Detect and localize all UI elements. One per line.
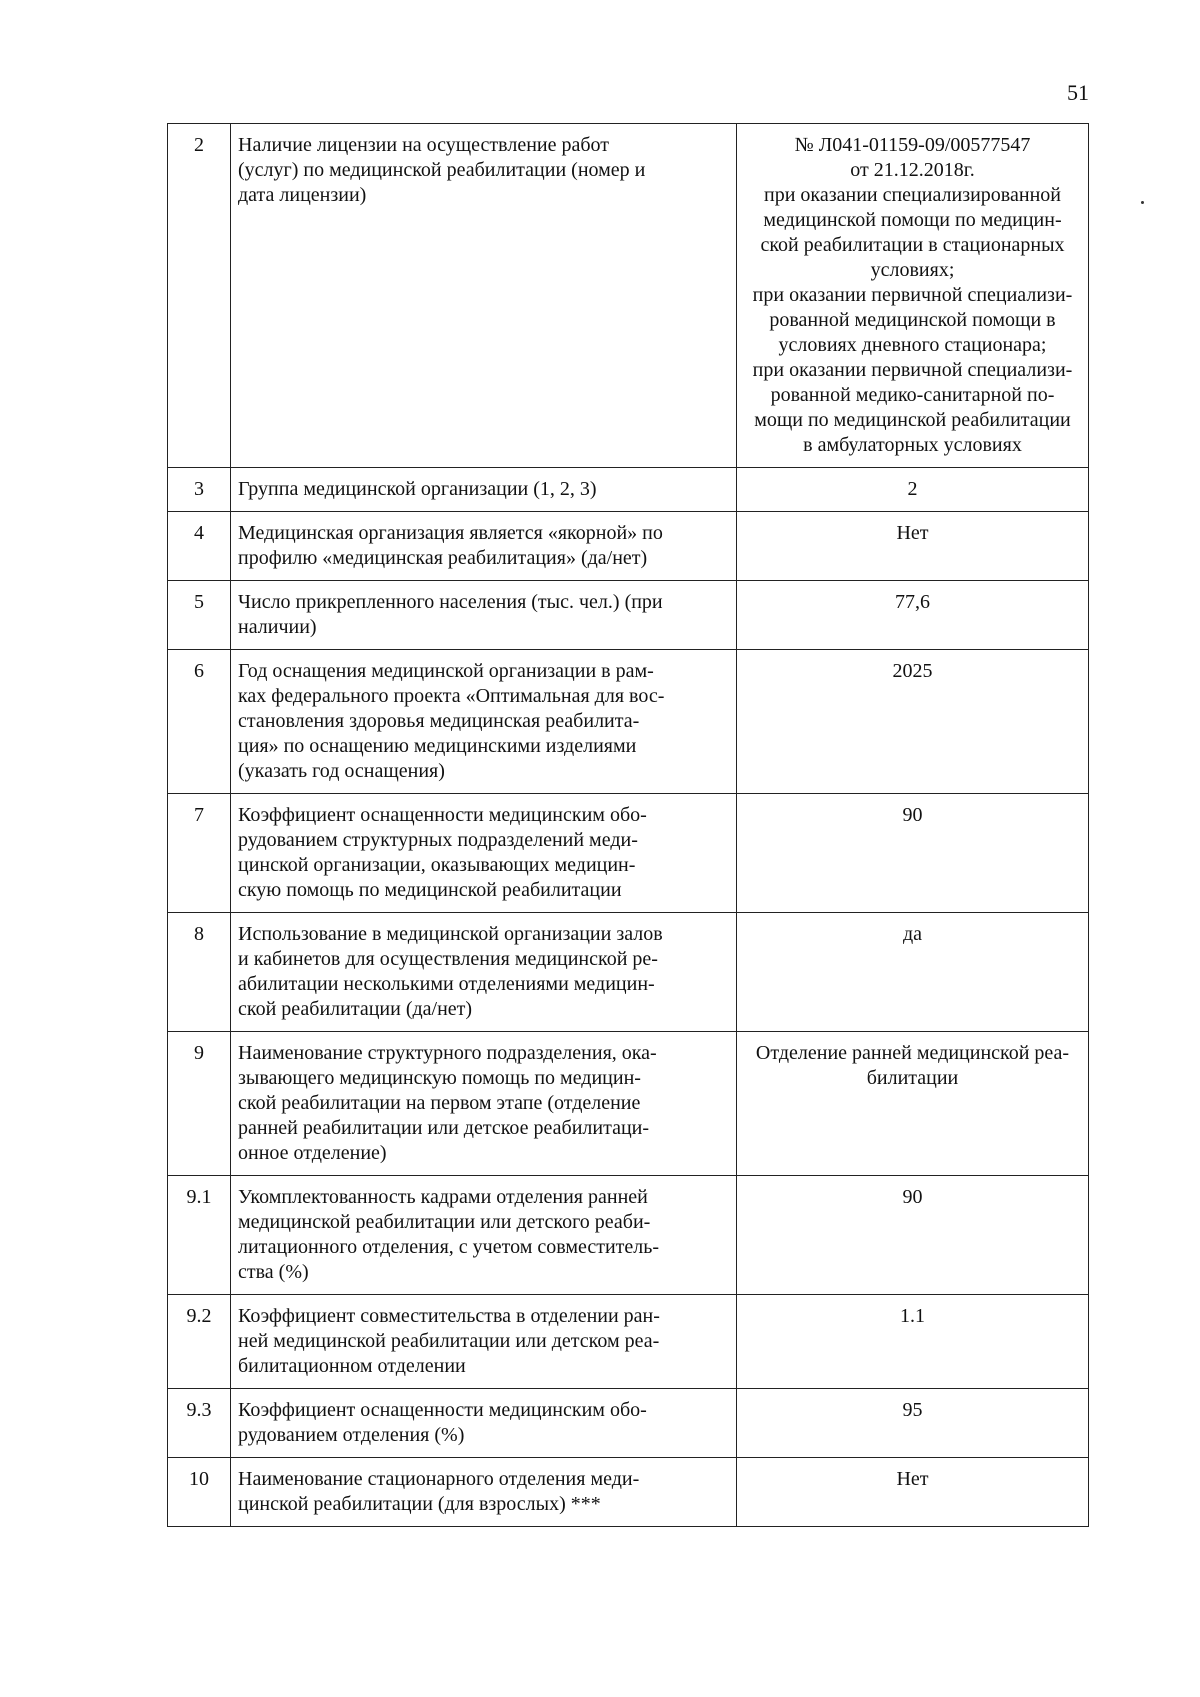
parameter-text-line: Год оснащения медицинской организации в рам- — [238, 660, 654, 682]
value-text-line: медицинской помощи по медицин- — [763, 209, 1062, 231]
value-text-line: при оказании первичной специализи- — [752, 284, 1073, 306]
row-number: 8 — [168, 913, 231, 1032]
parameter-text-line: Коэффициент совместительства в отделении ран- — [238, 1305, 660, 1327]
parameter-text-line: рудованием структурных подразделений меди- — [238, 829, 638, 851]
parameter-cell — [231, 581, 737, 650]
table-row — [168, 468, 1089, 512]
parameter-text-line: Использование в медицинской организации залов — [238, 923, 663, 945]
value-text-line: рованной медицинской помощи в — [769, 309, 1056, 331]
parameter-text-line: дата лицензии) — [238, 184, 367, 206]
parameter-text-line: Наименование структурного подразделения, ока- — [238, 1042, 657, 1064]
parameter-text-line: цинской организации, оказывающих медицин- — [238, 854, 636, 876]
row-number: 6 — [168, 650, 231, 794]
value-text-line: 1.1 — [900, 1305, 925, 1327]
value-text-line: 2 — [907, 478, 918, 500]
value-text-line: 90 — [902, 804, 923, 826]
parameter-cell — [231, 1389, 737, 1458]
row-number: 9.3 — [168, 1389, 231, 1458]
value-cell — [737, 124, 1089, 468]
value-cell — [737, 1176, 1089, 1295]
table-row — [168, 1295, 1089, 1389]
value-cell — [737, 1032, 1089, 1176]
parameter-cell — [231, 1032, 737, 1176]
row-number: 3 — [168, 468, 231, 512]
parameter-text-line: зывающего медицинскую помощь по медицин- — [238, 1067, 641, 1089]
parameter-text-line: ках федерального проекта «Оптимальная для вос- — [238, 685, 665, 707]
table-row — [168, 581, 1089, 650]
parameter-text-line: медицинской реабилитации или детского реаби- — [238, 1211, 651, 1233]
parameter-text-line: ской реабилитации (да/нет) — [238, 998, 473, 1020]
value-cell — [737, 1458, 1089, 1527]
value-cell — [737, 913, 1089, 1032]
table-row — [168, 913, 1089, 1032]
row-number: 7 — [168, 794, 231, 913]
table-row — [168, 1176, 1089, 1295]
indicators-table — [167, 123, 1089, 1527]
parameter-cell — [231, 124, 737, 468]
parameter-text-line: становления здоровья медицинская реабилита- — [238, 710, 640, 732]
row-number: 4 — [168, 512, 231, 581]
parameter-text-line: Группа медицинской организации (1, 2, 3) — [238, 478, 597, 500]
value-text-line: условиях дневного стационара; — [778, 334, 1047, 356]
parameter-text-line: наличии) — [238, 616, 317, 638]
value-text-line: 90 — [902, 1186, 923, 1208]
parameter-cell — [231, 650, 737, 794]
value-text-line: при оказании первичной специализи- — [752, 359, 1073, 381]
value-text-line: при оказании специализированной — [764, 184, 1061, 206]
parameter-cell — [231, 794, 737, 913]
value-text-line: Нет — [896, 1468, 929, 1490]
parameter-text-line: Укомплектованность кадрами отделения ранней — [238, 1186, 648, 1208]
parameter-text-line: ской реабилитации на первом этапе (отделение — [238, 1092, 641, 1114]
parameter-text-line: ства (%) — [238, 1261, 309, 1283]
value-text-line: от 21.12.2018г. — [850, 159, 975, 181]
parameter-cell — [231, 468, 737, 512]
parameter-text-line: и кабинетов для осуществления медицинской ре- — [238, 948, 658, 970]
table-row — [168, 1032, 1089, 1176]
parameter-text-line: билитационном отделении — [238, 1355, 466, 1377]
value-cell — [737, 512, 1089, 581]
parameter-text-line: (указать год оснащения) — [238, 760, 445, 782]
row-number: 10 — [168, 1458, 231, 1527]
row-number: 5 — [168, 581, 231, 650]
value-text-line: условиях; — [870, 259, 955, 281]
parameter-text-line: скую помощь по медицинской реабилитации — [238, 879, 622, 901]
value-text-line: № Л041-01159-09/00577547 — [794, 134, 1031, 156]
row-number: 9.2 — [168, 1295, 231, 1389]
page-number: 51 — [1067, 80, 1089, 105]
row-number: 9.1 — [168, 1176, 231, 1295]
parameter-text-line: Медицинская организация является «якорной» по — [238, 522, 663, 544]
table-body — [168, 124, 1089, 1527]
value-text-line: да — [902, 923, 923, 945]
parameter-text-line: ция» по оснащению медицинскими изделиями — [238, 735, 637, 757]
value-text-line: Отделение ранней медицинской реа- — [755, 1042, 1070, 1064]
parameter-text-line: профилю «медицинская реабилитация» (да/нет) — [238, 547, 648, 569]
parameter-text-line: Коэффициент оснащенности медицинским обо- — [238, 804, 647, 826]
parameter-text-line: Наличие лицензии на осуществление работ — [238, 134, 610, 156]
parameter-cell — [231, 913, 737, 1032]
table-row — [168, 794, 1089, 913]
value-cell — [737, 1389, 1089, 1458]
table-row — [168, 512, 1089, 581]
parameter-cell — [231, 512, 737, 581]
value-text-line: Нет — [896, 522, 929, 544]
parameter-text-line: рудованием отделения (%) — [238, 1424, 465, 1446]
value-cell — [737, 794, 1089, 913]
value-cell — [737, 650, 1089, 794]
table-row — [168, 1458, 1089, 1527]
value-text-line: 77,6 — [895, 591, 930, 613]
table-row — [168, 1389, 1089, 1458]
parameter-text-line: литационного отделения, с учетом совместитель- — [238, 1236, 660, 1258]
value-text-line: мощи по медицинской реабилитации — [754, 409, 1071, 431]
value-text-line: в амбулаторных условиях — [803, 434, 1022, 456]
row-number: 9 — [168, 1032, 231, 1176]
parameter-text-line: ранней реабилитации или детское реабилитаци- — [238, 1117, 650, 1139]
row-number: 2 — [168, 124, 231, 468]
parameter-cell — [231, 1176, 737, 1295]
parameter-text-line: (услуг) по медицинской реабилитации (номер и — [238, 159, 646, 181]
table-row — [168, 124, 1089, 468]
parameter-text-line: Наименование стационарного отделения меди- — [238, 1468, 640, 1490]
value-text-line: рованной медико-санитарной по- — [770, 384, 1055, 406]
parameter-cell — [231, 1295, 737, 1389]
value-text-line: 2025 — [892, 660, 933, 682]
scan-speck — [1141, 201, 1144, 204]
parameter-text-line: онное отделение) — [238, 1142, 387, 1164]
value-text-line: ской реабилитации в стационарных — [760, 234, 1065, 256]
table-row — [168, 650, 1089, 794]
parameter-text-line: цинской реабилитации (для взрослых) *** — [238, 1493, 601, 1515]
value-text-line: билитации — [866, 1067, 959, 1089]
value-cell — [737, 468, 1089, 512]
value-cell — [737, 1295, 1089, 1389]
value-cell — [737, 581, 1089, 650]
parameter-cell — [231, 1458, 737, 1527]
value-text-line: 95 — [902, 1399, 923, 1421]
parameter-text-line: ней медицинской реабилитации или детском реа- — [238, 1330, 660, 1352]
parameter-text-line: абилитации несколькими отделениями медицин- — [238, 973, 655, 995]
parameter-text-line: Коэффициент оснащенности медицинским обо- — [238, 1399, 647, 1421]
parameter-text-line: Число прикрепленного населения (тыс. чел.) (при — [238, 591, 663, 613]
